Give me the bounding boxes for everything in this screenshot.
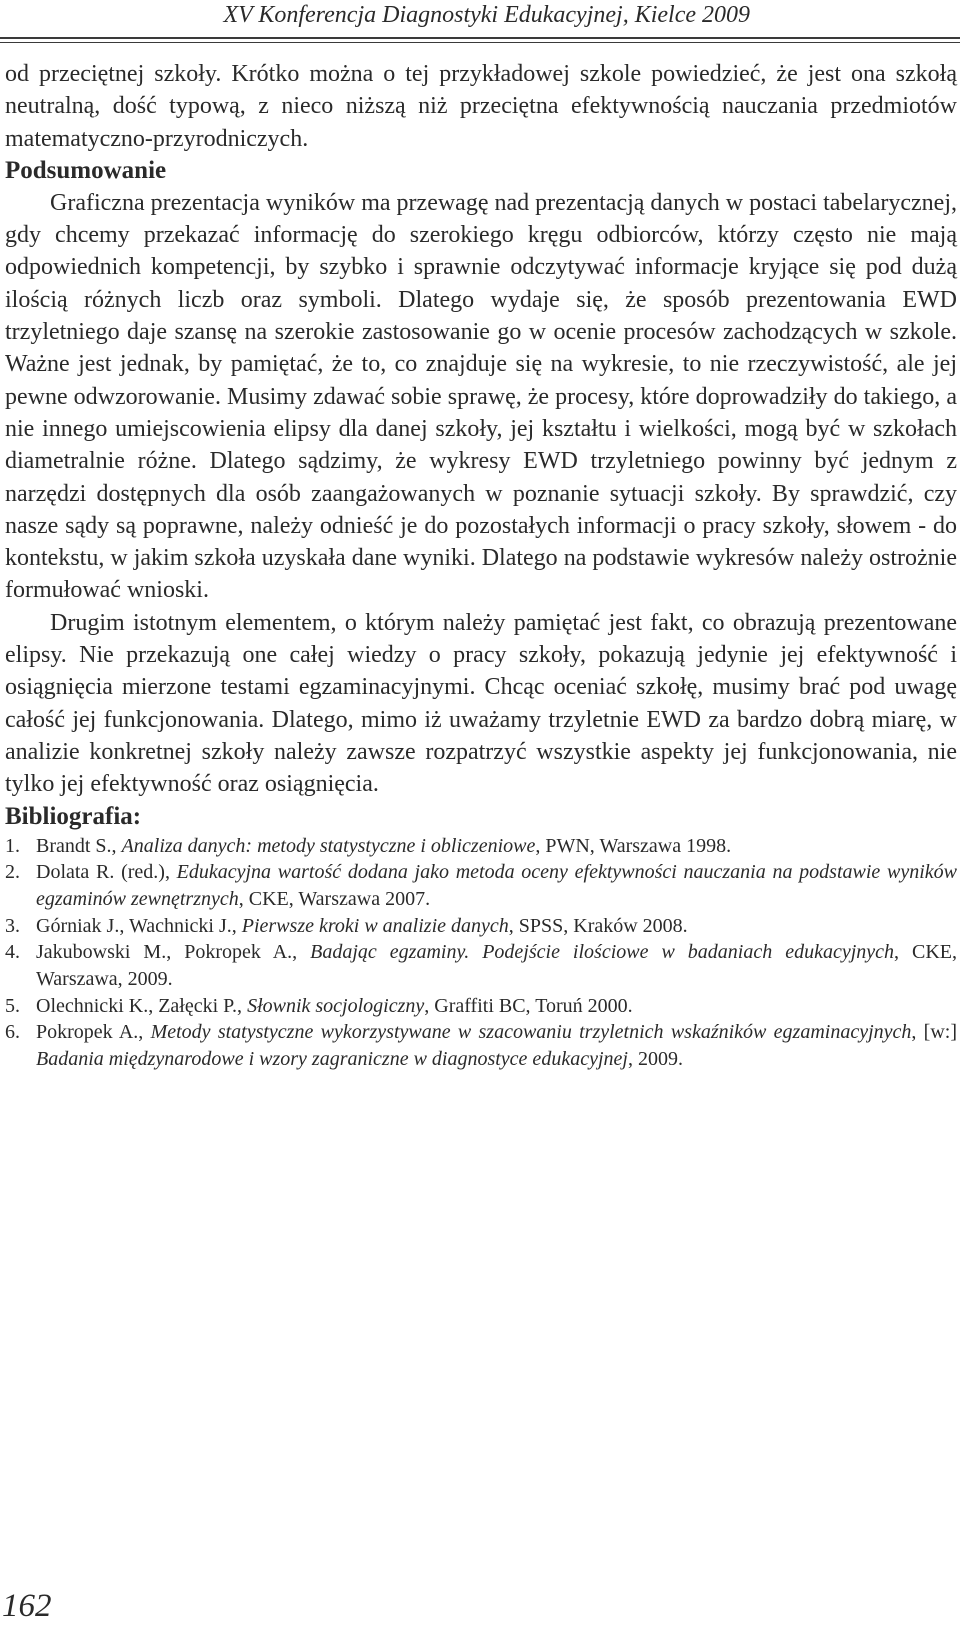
header-rule-thin	[0, 42, 960, 43]
item-author: Brandt S.,	[36, 834, 122, 857]
intro-paragraph: od przeciętnej szkoły. Krótko można o tej przykładowej szkole powiedzieć, że jest ona szkołą neutralną, dość typową, z nieco niższą niż przeciętna efektywnością nauczania przedmiotów matematyczno-przyrodniczych.	[5, 61, 957, 152]
item-number: 5.	[5, 994, 20, 1017]
page-number: 162	[2, 1588, 52, 1624]
item-publisher: , PWN, Warszawa 1998.	[535, 834, 732, 857]
page-content	[5, 58, 957, 1073]
item-number: 1.	[5, 834, 20, 857]
item-publisher: , CKE, Warszawa 2007.	[238, 887, 431, 910]
item-title: Słownik socjologiczny	[247, 994, 425, 1017]
header-rule-thick	[0, 37, 960, 39]
bibliography-item	[5, 859, 957, 912]
item-publisher: , CKE, Warszawa, 2009.	[36, 941, 957, 991]
item-number: 4.	[5, 941, 20, 964]
item-source-title: Badania międzynarodowe i wzory zagraniczne w diagnostyce edukacyjnej	[36, 1048, 628, 1071]
summary-heading: Podsumowanie	[5, 156, 167, 184]
item-author: Jakubowski M., Pokropek A.,	[36, 941, 311, 964]
item-connector: , [w:]	[911, 1021, 957, 1044]
bibliography-item	[5, 833, 957, 860]
bibliography-item	[5, 1019, 957, 1072]
item-author: Dolata R. (red.),	[36, 861, 177, 884]
summary-paragraph-2: Drugim istotnym elementem, o którym należy pamiętać jest fakt, co obrazują prezentowane elipsy. Nie przekazują one całej wiedzy o pracy szkoły, pokazują jedynie jej efektywność i osiągnięcia mierzone testami egzaminacyjnymi. Chcąc oceniać szkołę, musimy brać pod uwagę całość jej funkcjonowania. Dlatego, mimo iż uważamy trzyletnie EWD za bardzo dobrą miarę, w analizie konkretnej szkoły należy zawsze rozpatrzyć wszystkie aspekty jej funkcjonowania, nie tylko jej efektywność oraz osiągnięcia.	[5, 609, 957, 798]
item-number: 3.	[5, 914, 20, 937]
bibliography-item	[5, 993, 957, 1020]
item-author: Pokropek A.,	[36, 1021, 151, 1044]
item-title: Edukacyjna wartość dodana jako metoda oceny efektywności nauczania na podstawie wyników egzaminów zewnętrznych	[36, 861, 957, 910]
running-header	[0, 0, 960, 48]
summary-paragraph-1: Graficzna prezentacja wyników ma przewagę nad prezentacją danych w postaci tabelarycznej, gdy chcemy przekazać informację do szerokiego kręgu odbiorców, którzy często nie mają odpowiednich kompetencji, by szybko i sprawnie odczytywać informacje kryjące się pod dużą ilością różnych liczb oraz symboli. Dlatego wydaje się, że sposób prezentowania EWD trzyletniego daje szansę na szerokie zastosowanie go w ocenie procesów zachodzących w szkole. Ważne jest jednak, by pamiętać, że to, co znajduje się na wykresie, to nie rzeczywistość, ale jej pewne odwzorowanie. Musimy zdawać sobie sprawę, że procesy, które doprowadziły do takiego, a nie innego umiejscowienia elipsy dla danej szkoły, jej kształtu i wielkości, mogą być w szkołach diametralnie różne. Dlatego sądzimy, że wykresy EWD trzyletniego powinny być jednym z narzędzi dostępnych dla osób zaangażowanych w poznanie sytuacji szkoły. By sprawdzić, czy nasze sądy są poprawne, należy odnieść je do pozostałych informacji o pracy szkoły, słowem - do kontekstu, w jakim szkoła uzyskała dane wyniki. Dlatego na podstawie wykresów należy ostrożnie formułować wnioski.	[5, 189, 957, 604]
item-publisher: , 2009.	[627, 1048, 683, 1071]
bibliography-item	[5, 913, 957, 940]
item-publisher: , SPSS, Kraków 2008.	[508, 914, 688, 937]
header-title: XV Konferencja Diagnostyki Edukacyjnej, Kielce 2009	[223, 2, 750, 28]
item-title: Analiza danych: metody statystyczne i obliczeniowe	[121, 834, 536, 857]
bibliography-list	[5, 833, 957, 1073]
item-title: Badając egzaminy. Podejście ilościowe w badaniach edukacyjnych	[310, 941, 895, 964]
item-number: 2.	[5, 861, 20, 884]
bibliography-item	[5, 939, 957, 992]
bibliography-heading: Bibliografia:	[5, 802, 142, 830]
item-number: 6.	[5, 1021, 20, 1044]
item-title: Pierwsze kroki w analizie danych	[241, 914, 509, 937]
item-author: Górniak J., Wachnicki J.,	[36, 914, 242, 937]
item-publisher: , Graffiti BC, Toruń 2000.	[424, 994, 633, 1017]
item-author: Olechnicki K., Załęcki P.,	[36, 994, 248, 1017]
item-title: Metody statystyczne wykorzystywane w szacowaniu trzyletnich wskaźników egzaminacyjnych	[150, 1021, 912, 1044]
